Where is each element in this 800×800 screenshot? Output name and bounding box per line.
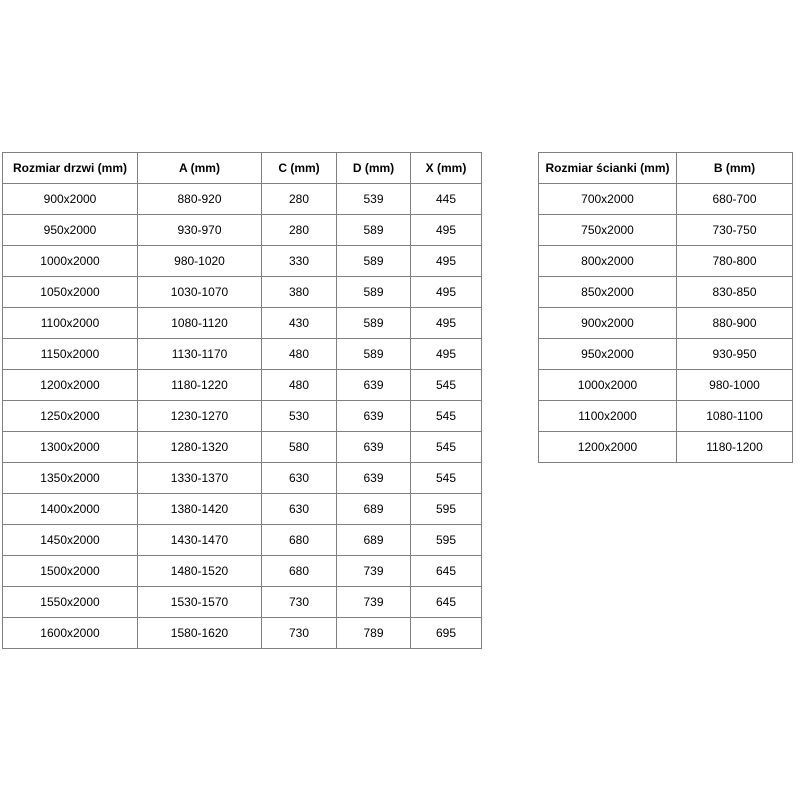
table-cell: 1480-1520 xyxy=(138,556,262,587)
table-cell: 930-950 xyxy=(677,339,793,370)
table-row xyxy=(3,618,482,649)
column-header: B (mm) xyxy=(677,153,793,184)
table-row xyxy=(539,339,793,370)
table-cell: 1130-1170 xyxy=(138,339,262,370)
table-row xyxy=(539,401,793,432)
table-cell: 1400x2000 xyxy=(3,494,138,525)
table-cell: 800x2000 xyxy=(539,246,677,277)
table-cell: 1500x2000 xyxy=(3,556,138,587)
table-cell: 530 xyxy=(262,401,337,432)
table-cell: 695 xyxy=(411,618,482,649)
table-row xyxy=(539,184,793,215)
walls-spec-table xyxy=(538,152,793,463)
table-cell: 739 xyxy=(337,556,411,587)
table-cell: 495 xyxy=(411,277,482,308)
table-cell: 1230-1270 xyxy=(138,401,262,432)
table-cell: 900x2000 xyxy=(3,184,138,215)
table-cell: 280 xyxy=(262,215,337,246)
table-cell: 445 xyxy=(411,184,482,215)
table-cell: 1100x2000 xyxy=(3,308,138,339)
column-header: Rozmiar drzwi (mm) xyxy=(3,153,138,184)
table-cell: 1450x2000 xyxy=(3,525,138,556)
table-cell: 380 xyxy=(262,277,337,308)
table-cell: 830-850 xyxy=(677,277,793,308)
table-cell: 1180-1220 xyxy=(138,370,262,401)
column-header: C (mm) xyxy=(262,153,337,184)
table-row xyxy=(3,494,482,525)
table-cell: 589 xyxy=(337,246,411,277)
table-row xyxy=(3,556,482,587)
table-cell: 930-970 xyxy=(138,215,262,246)
table-row xyxy=(539,246,793,277)
table-cell: 1200x2000 xyxy=(3,370,138,401)
table-cell: 900x2000 xyxy=(539,308,677,339)
table-row xyxy=(3,463,482,494)
table-cell: 595 xyxy=(411,494,482,525)
table-row xyxy=(539,277,793,308)
table-cell: 980-1000 xyxy=(677,370,793,401)
table-cell: 495 xyxy=(411,215,482,246)
table-cell: 739 xyxy=(337,587,411,618)
table-cell: 1280-1320 xyxy=(138,432,262,463)
column-header: D (mm) xyxy=(337,153,411,184)
table-cell: 645 xyxy=(411,587,482,618)
table-cell: 750x2000 xyxy=(539,215,677,246)
table-cell: 495 xyxy=(411,308,482,339)
table-row xyxy=(539,308,793,339)
table-row xyxy=(539,432,793,463)
table-cell: 1530-1570 xyxy=(138,587,262,618)
table-cell: 480 xyxy=(262,339,337,370)
table-row xyxy=(3,215,482,246)
table-cell: 1080-1100 xyxy=(677,401,793,432)
table-row xyxy=(539,215,793,246)
table-cell: 1180-1200 xyxy=(677,432,793,463)
table-cell: 430 xyxy=(262,308,337,339)
table-cell: 280 xyxy=(262,184,337,215)
table-cell: 1000x2000 xyxy=(3,246,138,277)
table-cell: 680-700 xyxy=(677,184,793,215)
table-cell: 680 xyxy=(262,556,337,587)
table-row xyxy=(3,308,482,339)
table-cell: 1430-1470 xyxy=(138,525,262,556)
table-cell: 730 xyxy=(262,618,337,649)
table-cell: 680 xyxy=(262,525,337,556)
table-cell: 595 xyxy=(411,525,482,556)
table-cell: 1050x2000 xyxy=(3,277,138,308)
table-cell: 730-750 xyxy=(677,215,793,246)
table-cell: 630 xyxy=(262,463,337,494)
header-row xyxy=(539,153,793,184)
table-cell: 495 xyxy=(411,339,482,370)
table-cell: 639 xyxy=(337,370,411,401)
table-cell: 880-900 xyxy=(677,308,793,339)
table-row xyxy=(3,401,482,432)
table-cell: 1030-1070 xyxy=(138,277,262,308)
table-cell: 589 xyxy=(337,277,411,308)
table-row xyxy=(3,587,482,618)
table-cell: 980-1020 xyxy=(138,246,262,277)
table-cell: 1150x2000 xyxy=(3,339,138,370)
table-cell: 700x2000 xyxy=(539,184,677,215)
table-cell: 1250x2000 xyxy=(3,401,138,432)
table-cell: 1080-1120 xyxy=(138,308,262,339)
table-cell: 1380-1420 xyxy=(138,494,262,525)
table-cell: 1580-1620 xyxy=(138,618,262,649)
table-cell: 950x2000 xyxy=(3,215,138,246)
table-row xyxy=(3,339,482,370)
table-cell: 480 xyxy=(262,370,337,401)
table-cell: 545 xyxy=(411,401,482,432)
table-cell: 645 xyxy=(411,556,482,587)
table-cell: 950x2000 xyxy=(539,339,677,370)
table-cell: 639 xyxy=(337,401,411,432)
table-cell: 330 xyxy=(262,246,337,277)
table-cell: 880-920 xyxy=(138,184,262,215)
table-cell: 580 xyxy=(262,432,337,463)
table-cell: 689 xyxy=(337,525,411,556)
table-cell: 589 xyxy=(337,215,411,246)
table-cell: 545 xyxy=(411,432,482,463)
table-cell: 1600x2000 xyxy=(3,618,138,649)
table-row xyxy=(539,370,793,401)
table-cell: 789 xyxy=(337,618,411,649)
table-cell: 539 xyxy=(337,184,411,215)
table-cell: 780-800 xyxy=(677,246,793,277)
table-row xyxy=(3,277,482,308)
table-row xyxy=(3,525,482,556)
table-cell: 545 xyxy=(411,463,482,494)
table-cell: 1300x2000 xyxy=(3,432,138,463)
table-cell: 639 xyxy=(337,463,411,494)
table-cell: 1350x2000 xyxy=(3,463,138,494)
column-header: Rozmiar ścianki (mm) xyxy=(539,153,677,184)
table-cell: 730 xyxy=(262,587,337,618)
column-header: X (mm) xyxy=(411,153,482,184)
table-row xyxy=(3,370,482,401)
table-cell: 1550x2000 xyxy=(3,587,138,618)
table-row xyxy=(3,246,482,277)
table-cell: 1330-1370 xyxy=(138,463,262,494)
table-cell: 1100x2000 xyxy=(539,401,677,432)
table-cell: 589 xyxy=(337,339,411,370)
doors-spec-table xyxy=(2,152,482,649)
table-cell: 850x2000 xyxy=(539,277,677,308)
table-cell: 1200x2000 xyxy=(539,432,677,463)
table-cell: 495 xyxy=(411,246,482,277)
column-header: A (mm) xyxy=(138,153,262,184)
table-row xyxy=(3,184,482,215)
table-row xyxy=(3,432,482,463)
table-cell: 545 xyxy=(411,370,482,401)
table-cell: 1000x2000 xyxy=(539,370,677,401)
table-cell: 639 xyxy=(337,432,411,463)
header-row xyxy=(3,153,482,184)
table-cell: 630 xyxy=(262,494,337,525)
table-cell: 689 xyxy=(337,494,411,525)
table-cell: 589 xyxy=(337,308,411,339)
